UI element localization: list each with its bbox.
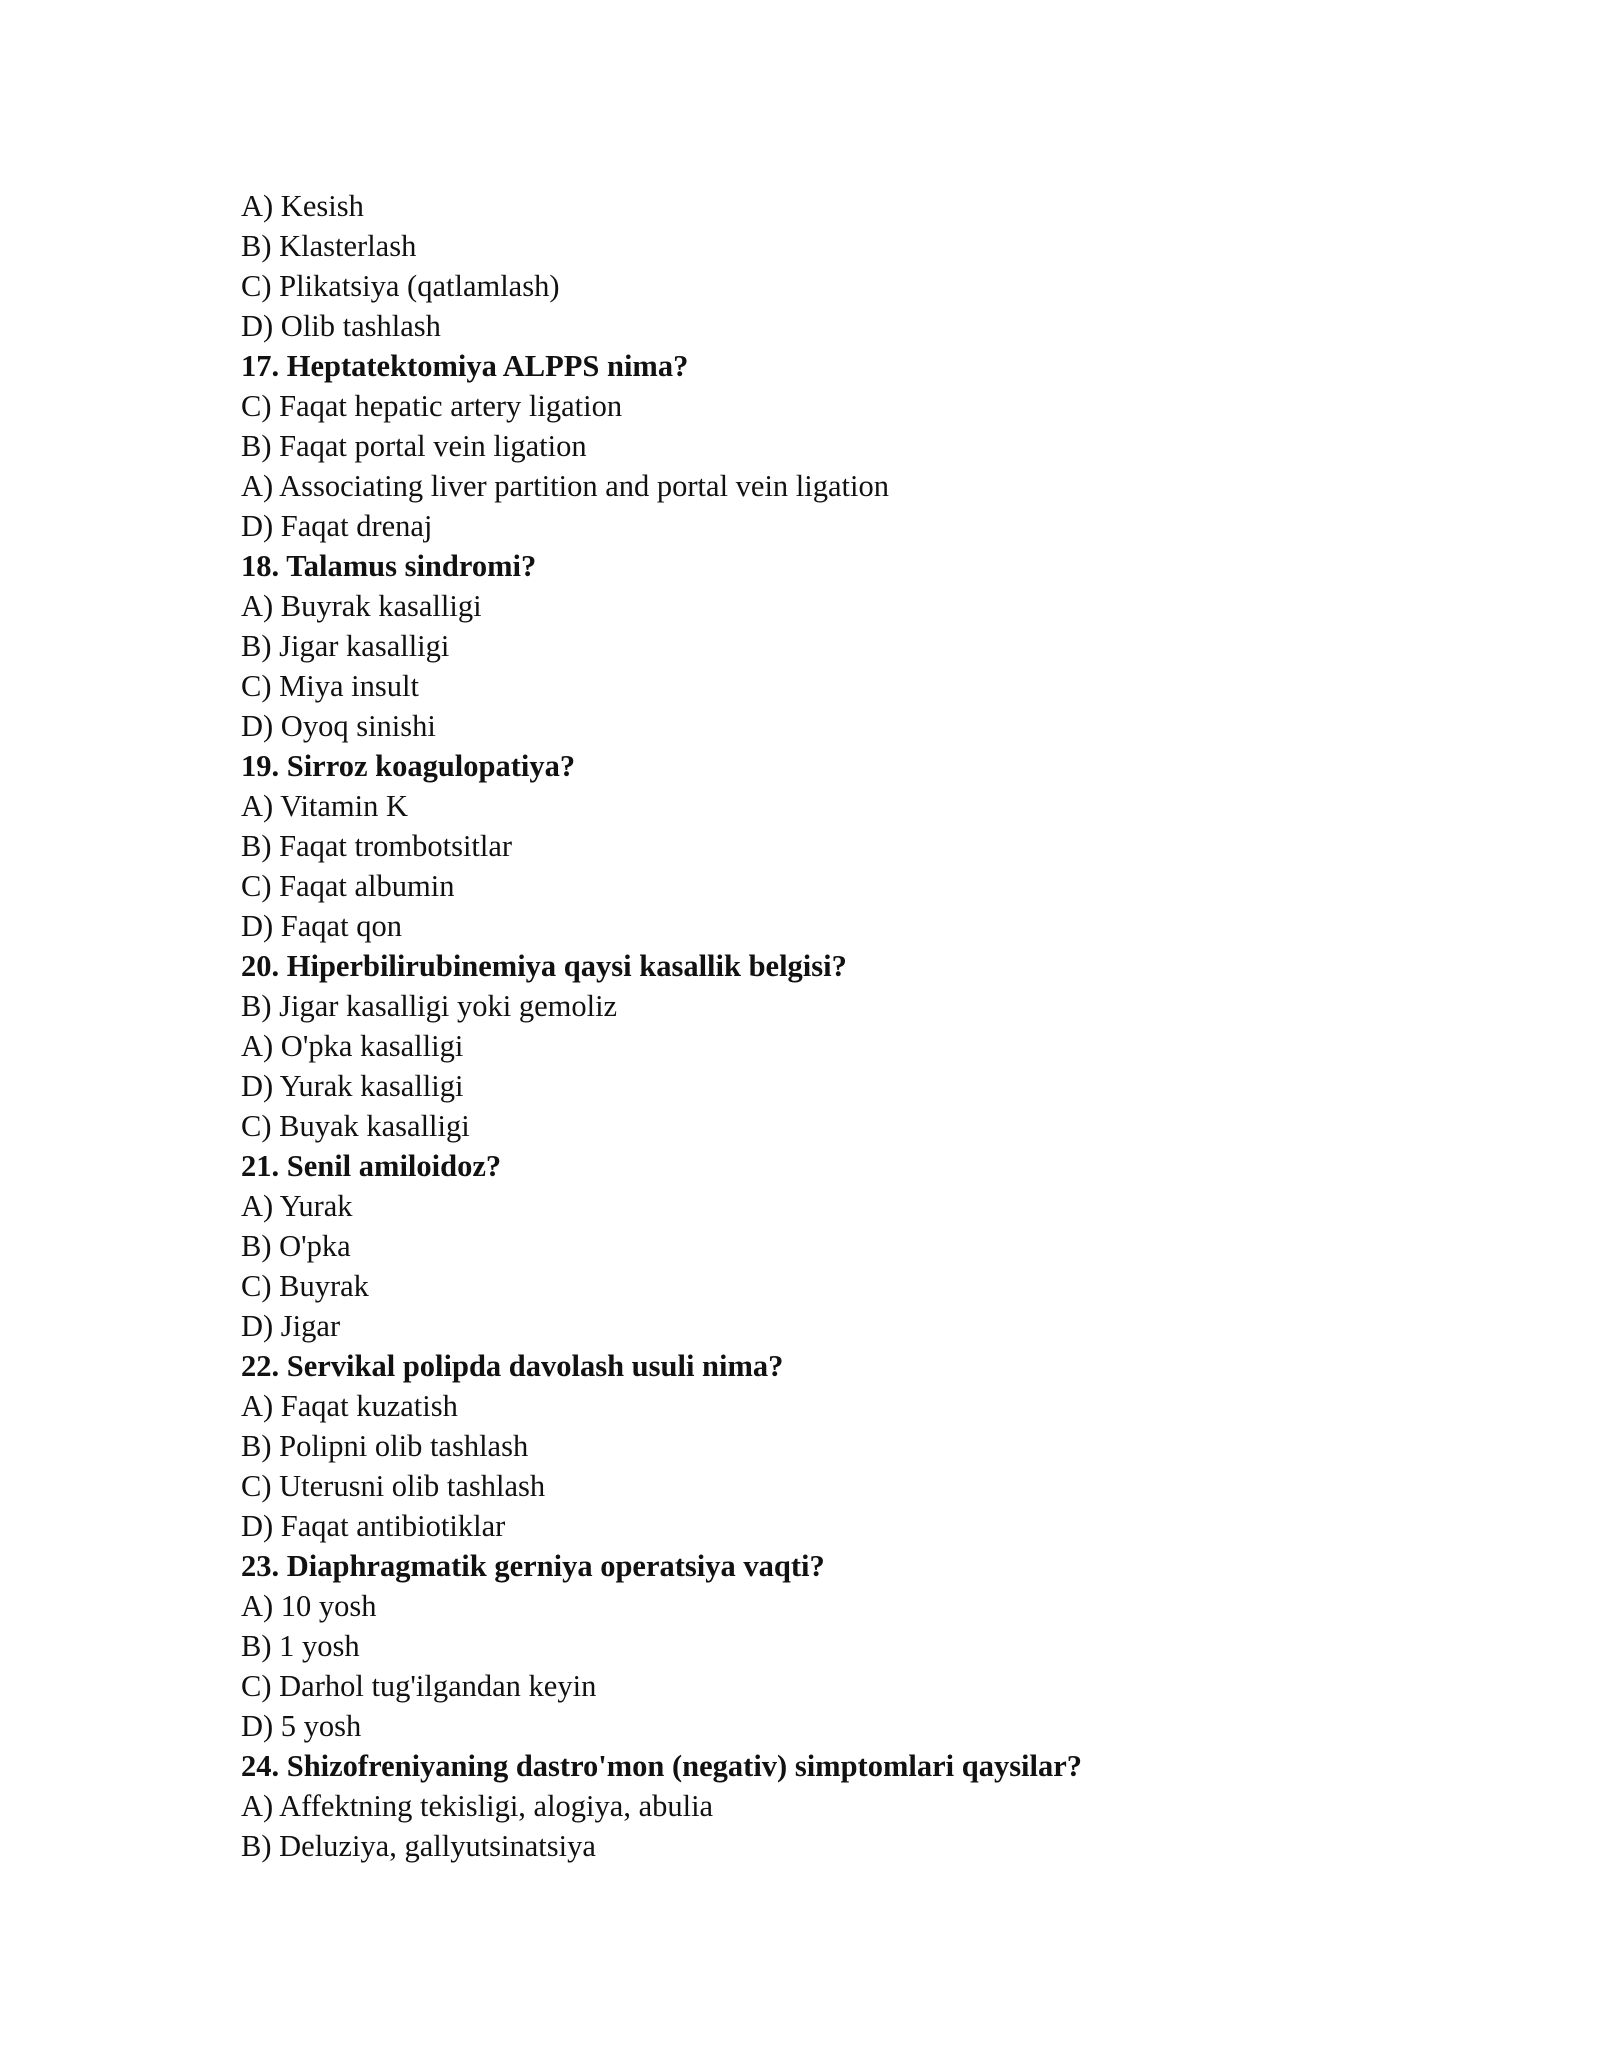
- option-line: A) Associating liver partition and portal vein ligation: [241, 469, 889, 503]
- option-line: C) Darhol tug'ilgandan keyin: [241, 1669, 597, 1703]
- option-line: B) Klasterlash: [241, 229, 417, 263]
- option-line: B) O'pka: [241, 1229, 351, 1263]
- question-18-title: 18. Talamus sindromi?: [241, 549, 537, 583]
- question-list: [241, 186, 1441, 1866]
- question-17-title: 17. Heptatektomiya ALPPS nima?: [241, 349, 689, 383]
- question-20-title: 20. Hiperbilirubinemiya qaysi kasallik belgisi?: [241, 949, 847, 983]
- option-line: B) Polipni olib tashlash: [241, 1429, 529, 1463]
- question-19-title: 19. Sirroz koagulopatiya?: [241, 749, 576, 783]
- question-21-title: 21. Senil amiloidoz?: [241, 1149, 502, 1183]
- option-line: A) Affektning tekisligi, alogiya, abulia: [241, 1789, 714, 1823]
- option-line: A) 10 yosh: [241, 1589, 377, 1623]
- option-line: B) Faqat portal vein ligation: [241, 429, 587, 463]
- option-line: C) Uterusni olib tashlash: [241, 1469, 546, 1503]
- option-line: A) O'pka kasalligi: [241, 1029, 464, 1063]
- option-line: B) Jigar kasalligi: [241, 629, 450, 663]
- option-line: A) Buyrak kasalligi: [241, 589, 482, 623]
- option-line: C) Plikatsiya (qatlamlash): [241, 269, 560, 303]
- option-line: D) Faqat drenaj: [241, 509, 433, 543]
- option-line: D) Oyoq sinishi: [241, 709, 436, 743]
- question-24-title: 24. Shizofreniyaning dastro'mon (negativ) simptomlari qaysilar?: [241, 1749, 1083, 1783]
- option-line: C) Buyak kasalligi: [241, 1109, 470, 1143]
- question-23-title: 23. Diaphragmatik gerniya operatsiya vaqti?: [241, 1549, 825, 1583]
- option-line: D) Faqat antibiotiklar: [241, 1509, 506, 1543]
- option-line: C) Miya insult: [241, 669, 419, 703]
- option-line: B) Deluziya, gallyutsinatsiya: [241, 1829, 596, 1863]
- question-22-title: 22. Servikal polipda davolash usuli nima?: [241, 1349, 784, 1383]
- option-line: C) Faqat hepatic artery ligation: [241, 389, 623, 423]
- option-line: D) Jigar: [241, 1309, 341, 1343]
- option-line: B) Faqat trombotsitlar: [241, 829, 513, 863]
- option-line: D) Olib tashlash: [241, 309, 441, 343]
- option-line: A) Faqat kuzatish: [241, 1389, 458, 1423]
- option-line: C) Buyrak: [241, 1269, 369, 1303]
- option-line: D) 5 yosh: [241, 1709, 362, 1743]
- option-line: C) Faqat albumin: [241, 869, 455, 903]
- option-line: A) Vitamin K: [241, 789, 409, 823]
- option-line: A) Yurak: [241, 1189, 353, 1223]
- option-line: D) Yurak kasalligi: [241, 1069, 464, 1103]
- option-line: B) Jigar kasalligi yoki gemoliz: [241, 989, 618, 1023]
- option-line: B) 1 yosh: [241, 1629, 360, 1663]
- option-line: A) Kesish: [241, 189, 364, 223]
- option-line: D) Faqat qon: [241, 909, 402, 943]
